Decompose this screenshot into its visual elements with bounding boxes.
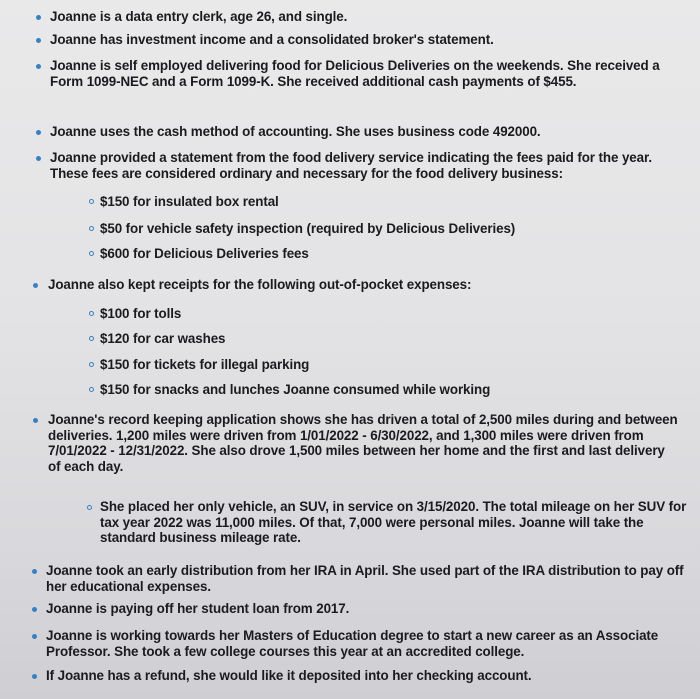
sub-bullet-marker (89, 226, 94, 231)
bullet-marker (33, 283, 38, 288)
bullet-marker (36, 15, 41, 20)
bullet-delivery-fees: Joanne provided a statement from the food delivery service indicating the fees paid for the year. These fees are considered ordinary and necessary for the food delivery business: (50, 150, 652, 181)
bullet-mileage-log: Joanne's record keeping application shows she has driven a total of 2,500 miles during and between deliveries. 1,200 miles were driven from 1/01/2022 - 6/30/2022, and 1,300 miles were driven from 7/01/2022 - 12/31/2022. She also drove 1,500 miles between her home and the first and last delivery of each day. (48, 412, 678, 474)
bullet-marker (33, 418, 38, 423)
bullet-ira-distribution: Joanne took an early distribution from her IRA in April. She used part of the IRA distribution to pay off her educational expenses. (46, 563, 684, 594)
bullet-masters-degree: Joanne is working towards her Masters of Education degree to start a new career as an Associate Professor. She took a few college courses this year at an accredited college. (46, 628, 659, 659)
expense-parking-tickets: $150 for tickets for illegal parking (100, 357, 310, 372)
sub-bullet-marker (87, 505, 92, 510)
fee-safety-inspection: $50 for vehicle safety inspection (required by Delicious Deliveries) (100, 221, 516, 236)
fee-insulated-box: $150 for insulated box rental (100, 194, 279, 209)
sub-bullet-marker (89, 251, 94, 256)
bullet-marker (36, 130, 41, 135)
bullet-personal-info: Joanne is a data entry clerk, age 26, and single. (50, 9, 348, 24)
bullet-marker (32, 607, 37, 612)
bullet-out-of-pocket: Joanne also kept receipts for the following out-of-pocket expenses: (48, 277, 472, 292)
expense-tolls: $100 for tolls (100, 306, 182, 321)
fee-delivery-service: $600 for Delicious Deliveries fees (100, 246, 309, 261)
sub-bullet-marker (89, 362, 94, 367)
bullet-investment-income: Joanne has investment income and a consolidated broker's statement. (50, 32, 494, 47)
sub-bullet-marker (89, 311, 94, 316)
bullet-marker (32, 569, 37, 574)
bullet-marker (32, 634, 37, 639)
expense-car-washes: $120 for car washes (100, 331, 226, 346)
bullet-accounting-method: Joanne uses the cash method of accounting. She uses business code 492000. (50, 124, 541, 139)
bullet-marker (36, 38, 41, 43)
bullet-refund-deposit: If Joanne has a refund, she would like it deposited into her checking account. (46, 668, 532, 683)
bullet-student-loan: Joanne is paying off her student loan from 2017. (46, 601, 350, 616)
sub-bullet-marker (89, 387, 94, 392)
sub-bullet-marker (89, 336, 94, 341)
bullet-marker (32, 674, 37, 679)
vehicle-details: She placed her only vehicle, an SUV, in service on 3/15/2020. The total mileage on her SUV for tax year 2022 was 11,000 miles. Of that, 7,000 were personal miles. Joanne will take the standard business mileage rate. (100, 499, 687, 546)
expense-meals: $150 for snacks and lunches Joanne consumed while working (100, 382, 491, 397)
bullet-marker (36, 156, 41, 161)
sub-bullet-marker (89, 199, 94, 204)
bullet-self-employment: Joanne is self employed delivering food for Delicious Deliveries on the weekends. She received a Form 1099-NEC and a Form 1099-K. She received additional cash payments of $455. (50, 58, 660, 89)
bullet-marker (36, 64, 41, 69)
